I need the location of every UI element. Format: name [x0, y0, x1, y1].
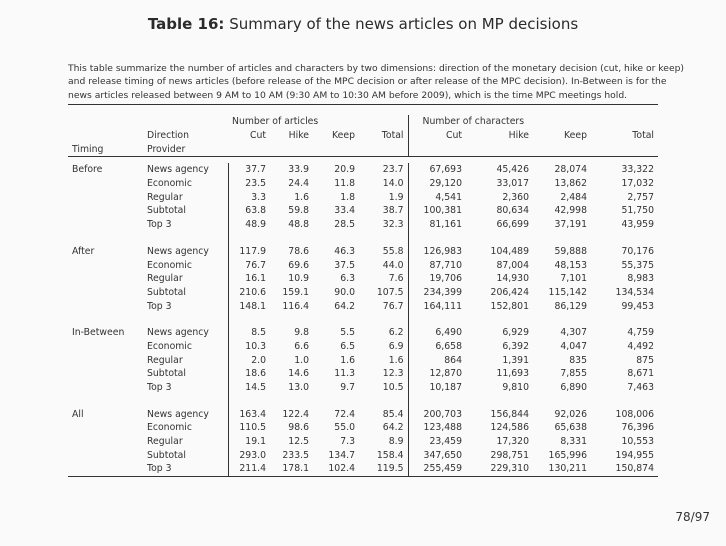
cell-cut-chars: 164,111: [408, 299, 466, 313]
cell-total-chars: 70,176: [621, 245, 654, 257]
header-timing: Timing: [72, 143, 104, 155]
cell-hike: 12.5: [288, 436, 309, 448]
table-row: [68, 435, 658, 449]
cell-total-chars: 2,757: [627, 191, 654, 203]
table-row: [68, 326, 658, 340]
cell-total: 7.6: [388, 273, 404, 285]
cell-hike-chars: 104,489: [490, 245, 529, 257]
cell-keep-chars: 7,855: [560, 368, 587, 380]
cell-total: 107.5: [376, 286, 404, 298]
cell-hike-chars: 2,360: [502, 191, 529, 203]
cell-cut: 37.7: [228, 163, 270, 177]
cell-provider: Subtotal: [147, 205, 186, 217]
cell-keep-chars: 28,074: [554, 164, 587, 176]
cell-cut-chars: 23,459: [408, 435, 466, 449]
cell-hike-chars: 6,929: [502, 327, 529, 339]
table-row: [68, 177, 658, 191]
cell-keep: 90.0: [334, 286, 355, 298]
table-row: [68, 204, 658, 218]
group-header-articles: Number of articles: [232, 116, 319, 128]
cell-keep-chars: 2,484: [560, 191, 587, 203]
cell-cut: 3.3: [228, 190, 270, 204]
cell-hike: 24.4: [288, 178, 309, 190]
header-keep-chars: Keep: [564, 130, 587, 142]
header-total-chars: Total: [632, 130, 654, 142]
cell-hike-chars: 14,930: [496, 273, 529, 285]
cell-hike-chars: 66,699: [496, 219, 529, 231]
cell-total-chars: 33,322: [621, 164, 654, 176]
cell-cut: 2.0: [228, 353, 270, 367]
table-row: [68, 448, 658, 462]
cell-provider: Top 3: [147, 300, 172, 312]
cell-keep: 55.0: [334, 422, 355, 434]
cell-keep: 9.7: [340, 382, 355, 394]
cell-total-chars: 4,492: [627, 340, 654, 352]
cell-keep: 1.6: [340, 354, 355, 366]
cell-provider: News agency: [147, 327, 209, 339]
cell-total: 55.8: [382, 245, 404, 257]
cell-cut: 18.6: [228, 367, 270, 381]
cell-keep-chars: 13,862: [554, 178, 587, 190]
cell-keep: 7.3: [340, 436, 355, 448]
cell-cut: 148.1: [228, 299, 270, 313]
cell-cut: 210.6: [228, 286, 270, 300]
cell-cut: 14.5: [228, 381, 270, 395]
cell-total: 76.7: [382, 300, 404, 312]
cell-keep-chars: 7,101: [560, 273, 587, 285]
cell-keep-chars: 6,890: [560, 382, 587, 394]
group-header-row: [68, 115, 658, 129]
cell-total: 32.3: [382, 219, 404, 231]
cell-total-chars: 51,750: [621, 205, 654, 217]
cell-total: 85.4: [382, 408, 404, 420]
table-row: [68, 163, 658, 177]
cell-total-chars: 4,759: [627, 327, 654, 339]
cell-total: 44.0: [382, 259, 404, 271]
cell-hike: 1.0: [294, 354, 309, 366]
cell-total: 1.6: [388, 354, 404, 366]
header-cut-chars: Cut: [408, 129, 466, 143]
cell-total-chars: 150,874: [615, 463, 654, 475]
cell-provider: Economic: [147, 422, 193, 434]
group-header-characters: Number of characters: [408, 115, 658, 129]
header-provider: Provider: [147, 143, 186, 155]
table-row: [68, 286, 658, 300]
header-hike-chars: Hike: [508, 130, 529, 142]
top-rule: [68, 105, 658, 116]
cell-cut-chars: 19,706: [408, 272, 466, 286]
cell-total: 6.9: [388, 340, 404, 352]
group-spacer: [68, 313, 658, 326]
timing-label: After: [72, 245, 95, 257]
cell-hike: 33.9: [288, 164, 309, 176]
cell-keep-chars: 92,026: [554, 408, 587, 420]
cell-cut: 19.1: [228, 435, 270, 449]
cell-hike: 48.8: [288, 219, 309, 231]
cell-keep-chars: 835: [569, 354, 587, 366]
cell-cut-chars: 100,381: [408, 204, 466, 218]
cell-keep: 20.9: [334, 164, 355, 176]
cell-hike: 10.9: [288, 273, 309, 285]
cell-hike: 122.4: [282, 408, 309, 420]
cell-total-chars: 194,955: [615, 449, 654, 461]
cell-hike-chars: 9,810: [502, 382, 529, 394]
cell-total: 38.7: [382, 205, 404, 217]
table-row: [68, 421, 658, 435]
cell-cut-chars: 123,488: [408, 421, 466, 435]
table-row: [68, 367, 658, 381]
cell-cut-chars: 10,187: [408, 381, 466, 395]
table-row: [68, 407, 658, 421]
group-spacer: [68, 232, 658, 245]
cell-cut-chars: 29,120: [408, 177, 466, 191]
table-row: [68, 381, 658, 395]
cell-hike-chars: 229,310: [490, 463, 529, 475]
cell-keep: 102.4: [328, 463, 355, 475]
cell-keep-chars: 48,153: [554, 259, 587, 271]
table-row: [68, 353, 658, 367]
cell-total-chars: 875: [636, 354, 654, 366]
cell-provider: Regular: [147, 273, 183, 285]
cell-cut-chars: 67,693: [408, 163, 466, 177]
timing-label: Before: [72, 164, 103, 176]
cell-cut-chars: 81,161: [408, 218, 466, 232]
cell-cut-chars: 347,650: [408, 448, 466, 462]
cell-cut: 63.8: [228, 204, 270, 218]
cell-keep: 72.4: [334, 408, 355, 420]
cell-keep-chars: 86,129: [554, 300, 587, 312]
cell-hike-chars: 17,320: [496, 436, 529, 448]
cell-hike-chars: 11,693: [496, 368, 529, 380]
cell-hike: 116.4: [282, 300, 309, 312]
cell-provider: Subtotal: [147, 368, 186, 380]
cell-hike: 98.6: [288, 422, 309, 434]
cell-hike-chars: 87,004: [496, 259, 529, 271]
table-row: [68, 340, 658, 354]
cell-hike: 14.6: [288, 368, 309, 380]
cell-hike: 9.8: [294, 327, 309, 339]
cell-keep-chars: 65,638: [554, 422, 587, 434]
timing-label: All: [72, 408, 84, 420]
cell-total: 14.0: [382, 178, 404, 190]
cell-provider: Regular: [147, 436, 183, 448]
cell-hike: 59.8: [288, 205, 309, 217]
cell-hike-chars: 33,017: [496, 178, 529, 190]
cell-total-chars: 134,534: [615, 286, 654, 298]
table-row: [68, 462, 658, 476]
cell-total-chars: 8,671: [627, 368, 654, 380]
table-row: [68, 299, 658, 313]
cell-keep-chars: 8,331: [560, 436, 587, 448]
cell-keep-chars: 130,211: [548, 463, 587, 475]
cell-provider: Top 3: [147, 219, 172, 231]
cell-hike-chars: 1,391: [502, 354, 529, 366]
header-total: Total: [381, 130, 404, 142]
cell-cut-chars: 255,459: [408, 462, 466, 476]
cell-cut: 117.9: [228, 245, 270, 259]
cell-keep-chars: 4,307: [560, 327, 587, 339]
cell-total: 8.9: [388, 436, 404, 448]
cell-keep-chars: 4,047: [560, 340, 587, 352]
cell-hike-chars: 124,586: [490, 422, 529, 434]
cell-keep-chars: 115,142: [548, 286, 587, 298]
cell-provider: Regular: [147, 191, 183, 203]
cell-hike: 13.0: [288, 382, 309, 394]
cell-hike: 6.6: [294, 340, 309, 352]
column-header-row: [68, 129, 658, 143]
cell-total-chars: 99,453: [621, 300, 654, 312]
cell-cut-chars: 6,490: [408, 326, 466, 340]
table-title: [0, 15, 726, 33]
cell-provider: Economic: [147, 178, 193, 190]
cell-total-chars: 7,463: [627, 382, 654, 394]
cell-provider: Top 3: [147, 463, 172, 475]
cell-keep-chars: 37,191: [554, 219, 587, 231]
table-row: [68, 245, 658, 259]
cell-total-chars: 55,375: [621, 259, 654, 271]
table-caption: Summary of the news articles on MP decisions: [229, 15, 579, 33]
cell-total-chars: 76,396: [621, 422, 654, 434]
cell-cut: 110.5: [228, 421, 270, 435]
cell-keep-chars: 59,888: [554, 245, 587, 257]
cell-hike-chars: 156,844: [490, 408, 529, 420]
cell-keep: 46.3: [334, 245, 355, 257]
table-row: [68, 218, 658, 232]
cell-cut-chars: 126,983: [408, 245, 466, 259]
table-row: [68, 190, 658, 204]
table-row: [68, 272, 658, 286]
cell-provider: News agency: [147, 164, 209, 176]
cell-total-chars: 17,032: [621, 178, 654, 190]
cell-total: 10.5: [382, 382, 404, 394]
cell-cut: 8.5: [228, 326, 270, 340]
cell-cut: 293.0: [228, 448, 270, 462]
cell-hike: 233.5: [282, 449, 309, 461]
cell-cut-chars: 87,710: [408, 258, 466, 272]
cell-total: 12.3: [382, 368, 404, 380]
group-spacer: [68, 394, 658, 407]
header-keep: Keep: [332, 130, 355, 142]
table-description: This table summarize the number of articles and characters by two dimensions: direction of the monetary decision (cut, hike or keep) and release timing of news articles (before release of the MPC decision or after release of the MPC decision). In-Between is for the news articles released between 9 AM to 10 AM (9:30 AM to 10:30 AM before 2009), which is the time MPC meetings hold.: [68, 63, 685, 101]
cell-total: 6.2: [388, 327, 404, 339]
cell-keep: 11.8: [334, 178, 355, 190]
cell-cut-chars: 234,399: [408, 286, 466, 300]
cell-cut: 10.3: [228, 340, 270, 354]
bottom-rule: [68, 476, 658, 477]
news-articles-table: [68, 104, 658, 477]
cell-keep: 6.5: [340, 340, 355, 352]
cell-provider: Subtotal: [147, 286, 186, 298]
cell-keep: 11.3: [334, 368, 355, 380]
timing-label: In-Between: [72, 327, 125, 339]
cell-total: 64.2: [382, 422, 404, 434]
cell-cut: 48.9: [228, 218, 270, 232]
cell-provider: Economic: [147, 340, 193, 352]
cell-keep-chars: 42,998: [554, 205, 587, 217]
cell-keep: 6.3: [340, 273, 355, 285]
cell-keep: 5.5: [340, 327, 355, 339]
cell-hike-chars: 45,426: [496, 164, 529, 176]
table-row: [68, 258, 658, 272]
cell-cut: 23.5: [228, 177, 270, 191]
cell-cut: 211.4: [228, 462, 270, 476]
cell-hike: 159.1: [282, 286, 309, 298]
cell-cut-chars: 12,870: [408, 367, 466, 381]
cell-hike: 78.6: [288, 245, 309, 257]
page-number: 78/97: [675, 510, 710, 524]
table-body: [68, 163, 658, 477]
cell-cut: 76.7: [228, 258, 270, 272]
cell-total: 119.5: [376, 463, 404, 475]
cell-hike-chars: 6,392: [502, 340, 529, 352]
cell-provider: Economic: [147, 259, 193, 271]
header-hike: Hike: [288, 130, 309, 142]
cell-hike: 178.1: [282, 463, 309, 475]
cell-total-chars: 8,983: [627, 273, 654, 285]
header-cut: Cut: [249, 130, 266, 142]
cell-keep: 37.5: [334, 259, 355, 271]
cell-keep: 1.8: [340, 191, 355, 203]
cell-provider: Subtotal: [147, 449, 186, 461]
cell-hike-chars: 206,424: [490, 286, 529, 298]
cell-hike-chars: 80,634: [496, 205, 529, 217]
cell-keep-chars: 165,996: [548, 449, 587, 461]
cell-total: 23.7: [382, 164, 404, 176]
cell-keep: 64.2: [334, 300, 355, 312]
cell-total: 1.9: [388, 191, 404, 203]
cell-keep: 33.4: [334, 205, 355, 217]
cell-cut: 163.4: [228, 407, 270, 421]
cell-hike-chars: 298,751: [490, 449, 529, 461]
table-number: Table 16:: [147, 15, 225, 33]
cell-provider: Top 3: [147, 382, 172, 394]
cell-provider: News agency: [147, 245, 209, 257]
cell-keep: 28.5: [334, 219, 355, 231]
cell-cut-chars: 6,658: [408, 340, 466, 354]
cell-total-chars: 10,553: [621, 436, 654, 448]
cell-cut-chars: 200,703: [408, 407, 466, 421]
cell-total: 158.4: [376, 449, 404, 461]
cell-total-chars: 108,006: [615, 408, 654, 420]
cell-cut-chars: 4,541: [408, 190, 466, 204]
cell-total-chars: 43,959: [621, 219, 654, 231]
cell-cut: 16.1: [228, 272, 270, 286]
column-header-row-2: [68, 142, 658, 156]
cell-hike: 1.6: [294, 191, 309, 203]
cell-provider: News agency: [147, 408, 209, 420]
cell-hike-chars: 152,801: [490, 300, 529, 312]
cell-hike: 69.6: [288, 259, 309, 271]
header-direction: Direction: [147, 130, 189, 142]
cell-keep: 134.7: [328, 449, 355, 461]
cell-cut-chars: 864: [408, 353, 466, 367]
cell-provider: Regular: [147, 354, 183, 366]
